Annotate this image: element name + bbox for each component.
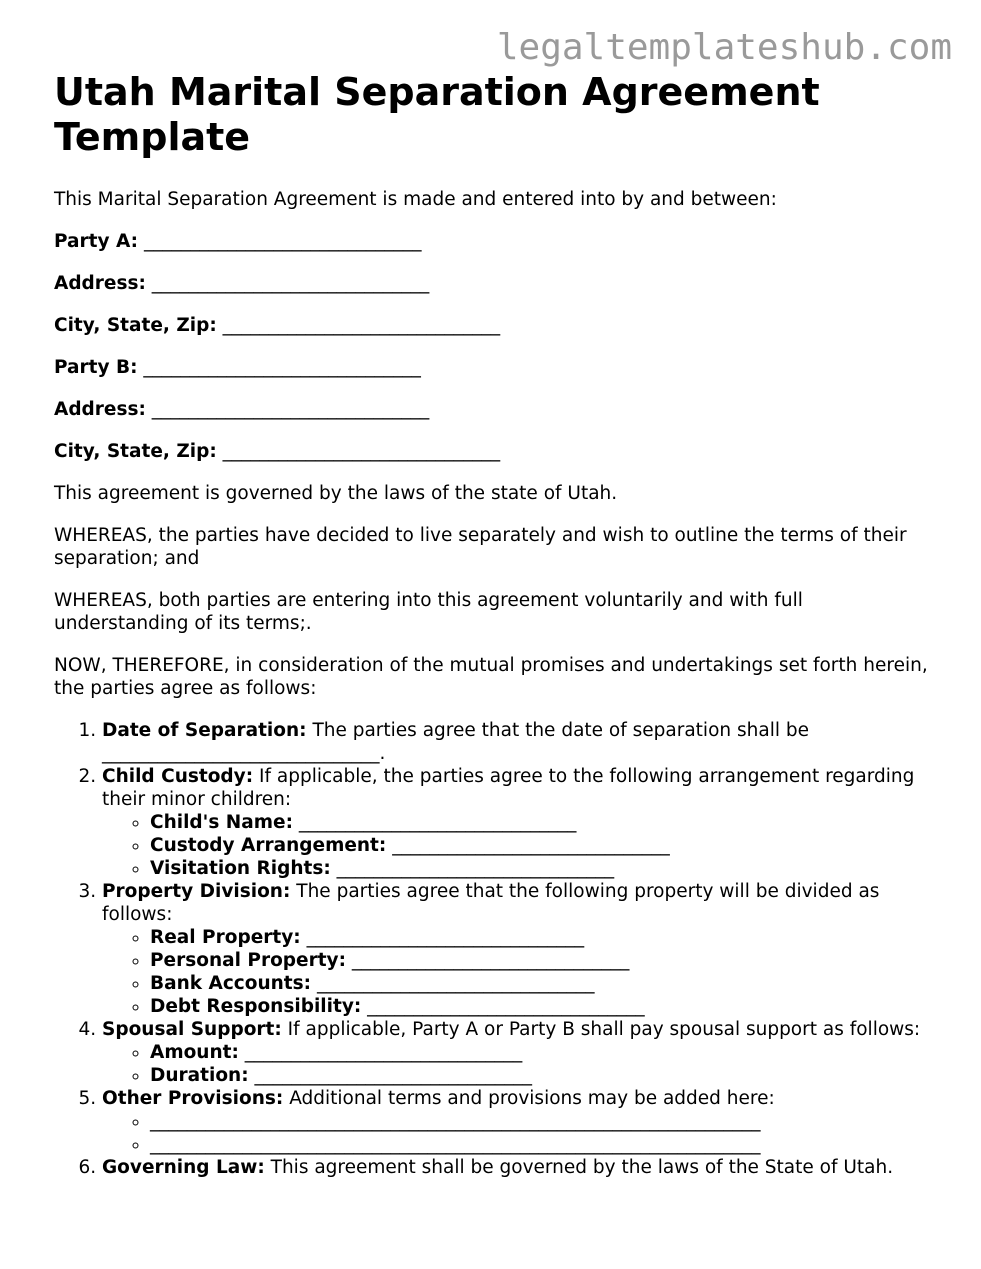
list-item — [150, 1110, 934, 1133]
item-label: Real Property: — [150, 927, 301, 948]
section-text: If applicable, the parties agree to the following arrangement regarding their minor children: — [102, 766, 915, 810]
property-division-items — [102, 926, 934, 1018]
field-blank: ______________________________ — [143, 357, 421, 378]
page-title: Utah Marital Separation Agreement Template — [54, 70, 820, 159]
list-item — [150, 1133, 934, 1156]
item-blank: ______________________________ — [254, 1065, 532, 1086]
list-item — [150, 949, 934, 972]
section-spousal-support — [102, 1018, 934, 1087]
section-text: The parties agree that the following property will be divided as follows: — [102, 881, 880, 925]
party-a-city-field — [54, 314, 934, 337]
section-child-custody — [102, 765, 934, 880]
list-item — [150, 857, 934, 880]
field-blank: ______________________________ — [143, 231, 422, 252]
child-custody-items — [102, 811, 934, 880]
whereas-clause-1: WHEREAS, the parties have decided to live separately and wish to outline the terms of their separation; and — [54, 525, 907, 569]
provision-blank: __________________________________________________________________ — [150, 1134, 761, 1155]
section-title: Date of Separation: — [102, 720, 307, 741]
party-b-field — [54, 356, 934, 379]
item-label: Custody Arrangement: — [150, 835, 387, 856]
governed-statement: This agreement is governed by the laws of the state of Utah. — [54, 483, 618, 504]
item-label: Bank Accounts: — [150, 973, 312, 994]
item-blank: ______________________________ — [351, 950, 630, 971]
watermark: legaltemplateshub.com — [496, 27, 952, 68]
field-label: Party B: — [54, 357, 138, 378]
section-governing-law — [102, 1156, 934, 1179]
section-text: Additional terms and provisions may be added here: — [289, 1088, 775, 1109]
section-text: The parties agree that the date of separation shall be ______________________________. — [102, 720, 809, 764]
field-blank: ______________________________ — [222, 441, 501, 462]
list-item — [150, 811, 934, 834]
whereas-clause-2: WHEREAS, both parties are entering into this agreement voluntarily and with full understanding of its terms;. — [54, 590, 803, 634]
now-therefore-clause: NOW, THEREFORE, in consideration of the mutual promises and undertakings set forth herein, the parties agree as follows: — [54, 655, 928, 699]
item-label: Child's Name: — [150, 812, 293, 833]
field-blank: ______________________________ — [151, 399, 430, 420]
section-other-provisions — [102, 1087, 934, 1156]
field-blank: ______________________________ — [151, 273, 430, 294]
item-blank: ______________________________ — [298, 812, 577, 833]
terms-list — [54, 719, 934, 1179]
item-blank: ______________________________ — [392, 835, 670, 856]
item-blank: ______________________________ — [244, 1042, 523, 1063]
section-title: Child Custody: — [102, 766, 254, 787]
party-a-field — [54, 230, 934, 253]
field-label: Address: — [54, 399, 146, 420]
field-label: City, State, Zip: — [54, 441, 217, 462]
document-page — [54, 70, 934, 1179]
section-text: This agreement shall be governed by the laws of the State of Utah. — [270, 1157, 894, 1178]
section-title: Governing Law: — [102, 1157, 265, 1178]
field-blank: ______________________________ — [222, 315, 501, 336]
other-provisions-lines — [102, 1110, 934, 1156]
intro-text: This Marital Separation Agreement is made and entered into by and between: — [54, 189, 777, 210]
field-label: City, State, Zip: — [54, 315, 217, 336]
provision-blank: __________________________________________________________________ — [150, 1111, 761, 1132]
party-b-city-field — [54, 440, 934, 463]
list-item — [150, 926, 934, 949]
item-blank: ______________________________ — [316, 973, 595, 994]
spousal-support-items — [102, 1041, 934, 1087]
list-item — [150, 995, 934, 1018]
section-property-division — [102, 880, 934, 1018]
item-label: Amount: — [150, 1042, 239, 1063]
item-blank: ______________________________ — [336, 858, 615, 879]
section-title: Other Provisions: — [102, 1088, 284, 1109]
list-item — [150, 1064, 934, 1087]
list-item — [150, 972, 934, 995]
item-label: Debt Responsibility: — [150, 996, 362, 1017]
list-item — [150, 1041, 934, 1064]
party-b-address-field — [54, 398, 934, 421]
section-title: Property Division: — [102, 881, 291, 902]
item-blank: ______________________________ — [306, 927, 585, 948]
section-text: If applicable, Party A or Party B shall pay spousal support as follows: — [287, 1019, 921, 1040]
section-date-of-separation — [102, 719, 934, 765]
item-blank: ______________________________ — [367, 996, 645, 1017]
list-item — [150, 834, 934, 857]
party-a-address-field — [54, 272, 934, 295]
item-label: Personal Property: — [150, 950, 346, 971]
field-label: Party A: — [54, 231, 139, 252]
item-label: Visitation Rights: — [150, 858, 331, 879]
section-title: Spousal Support: — [102, 1019, 282, 1040]
item-label: Duration: — [150, 1065, 249, 1086]
field-label: Address: — [54, 273, 146, 294]
